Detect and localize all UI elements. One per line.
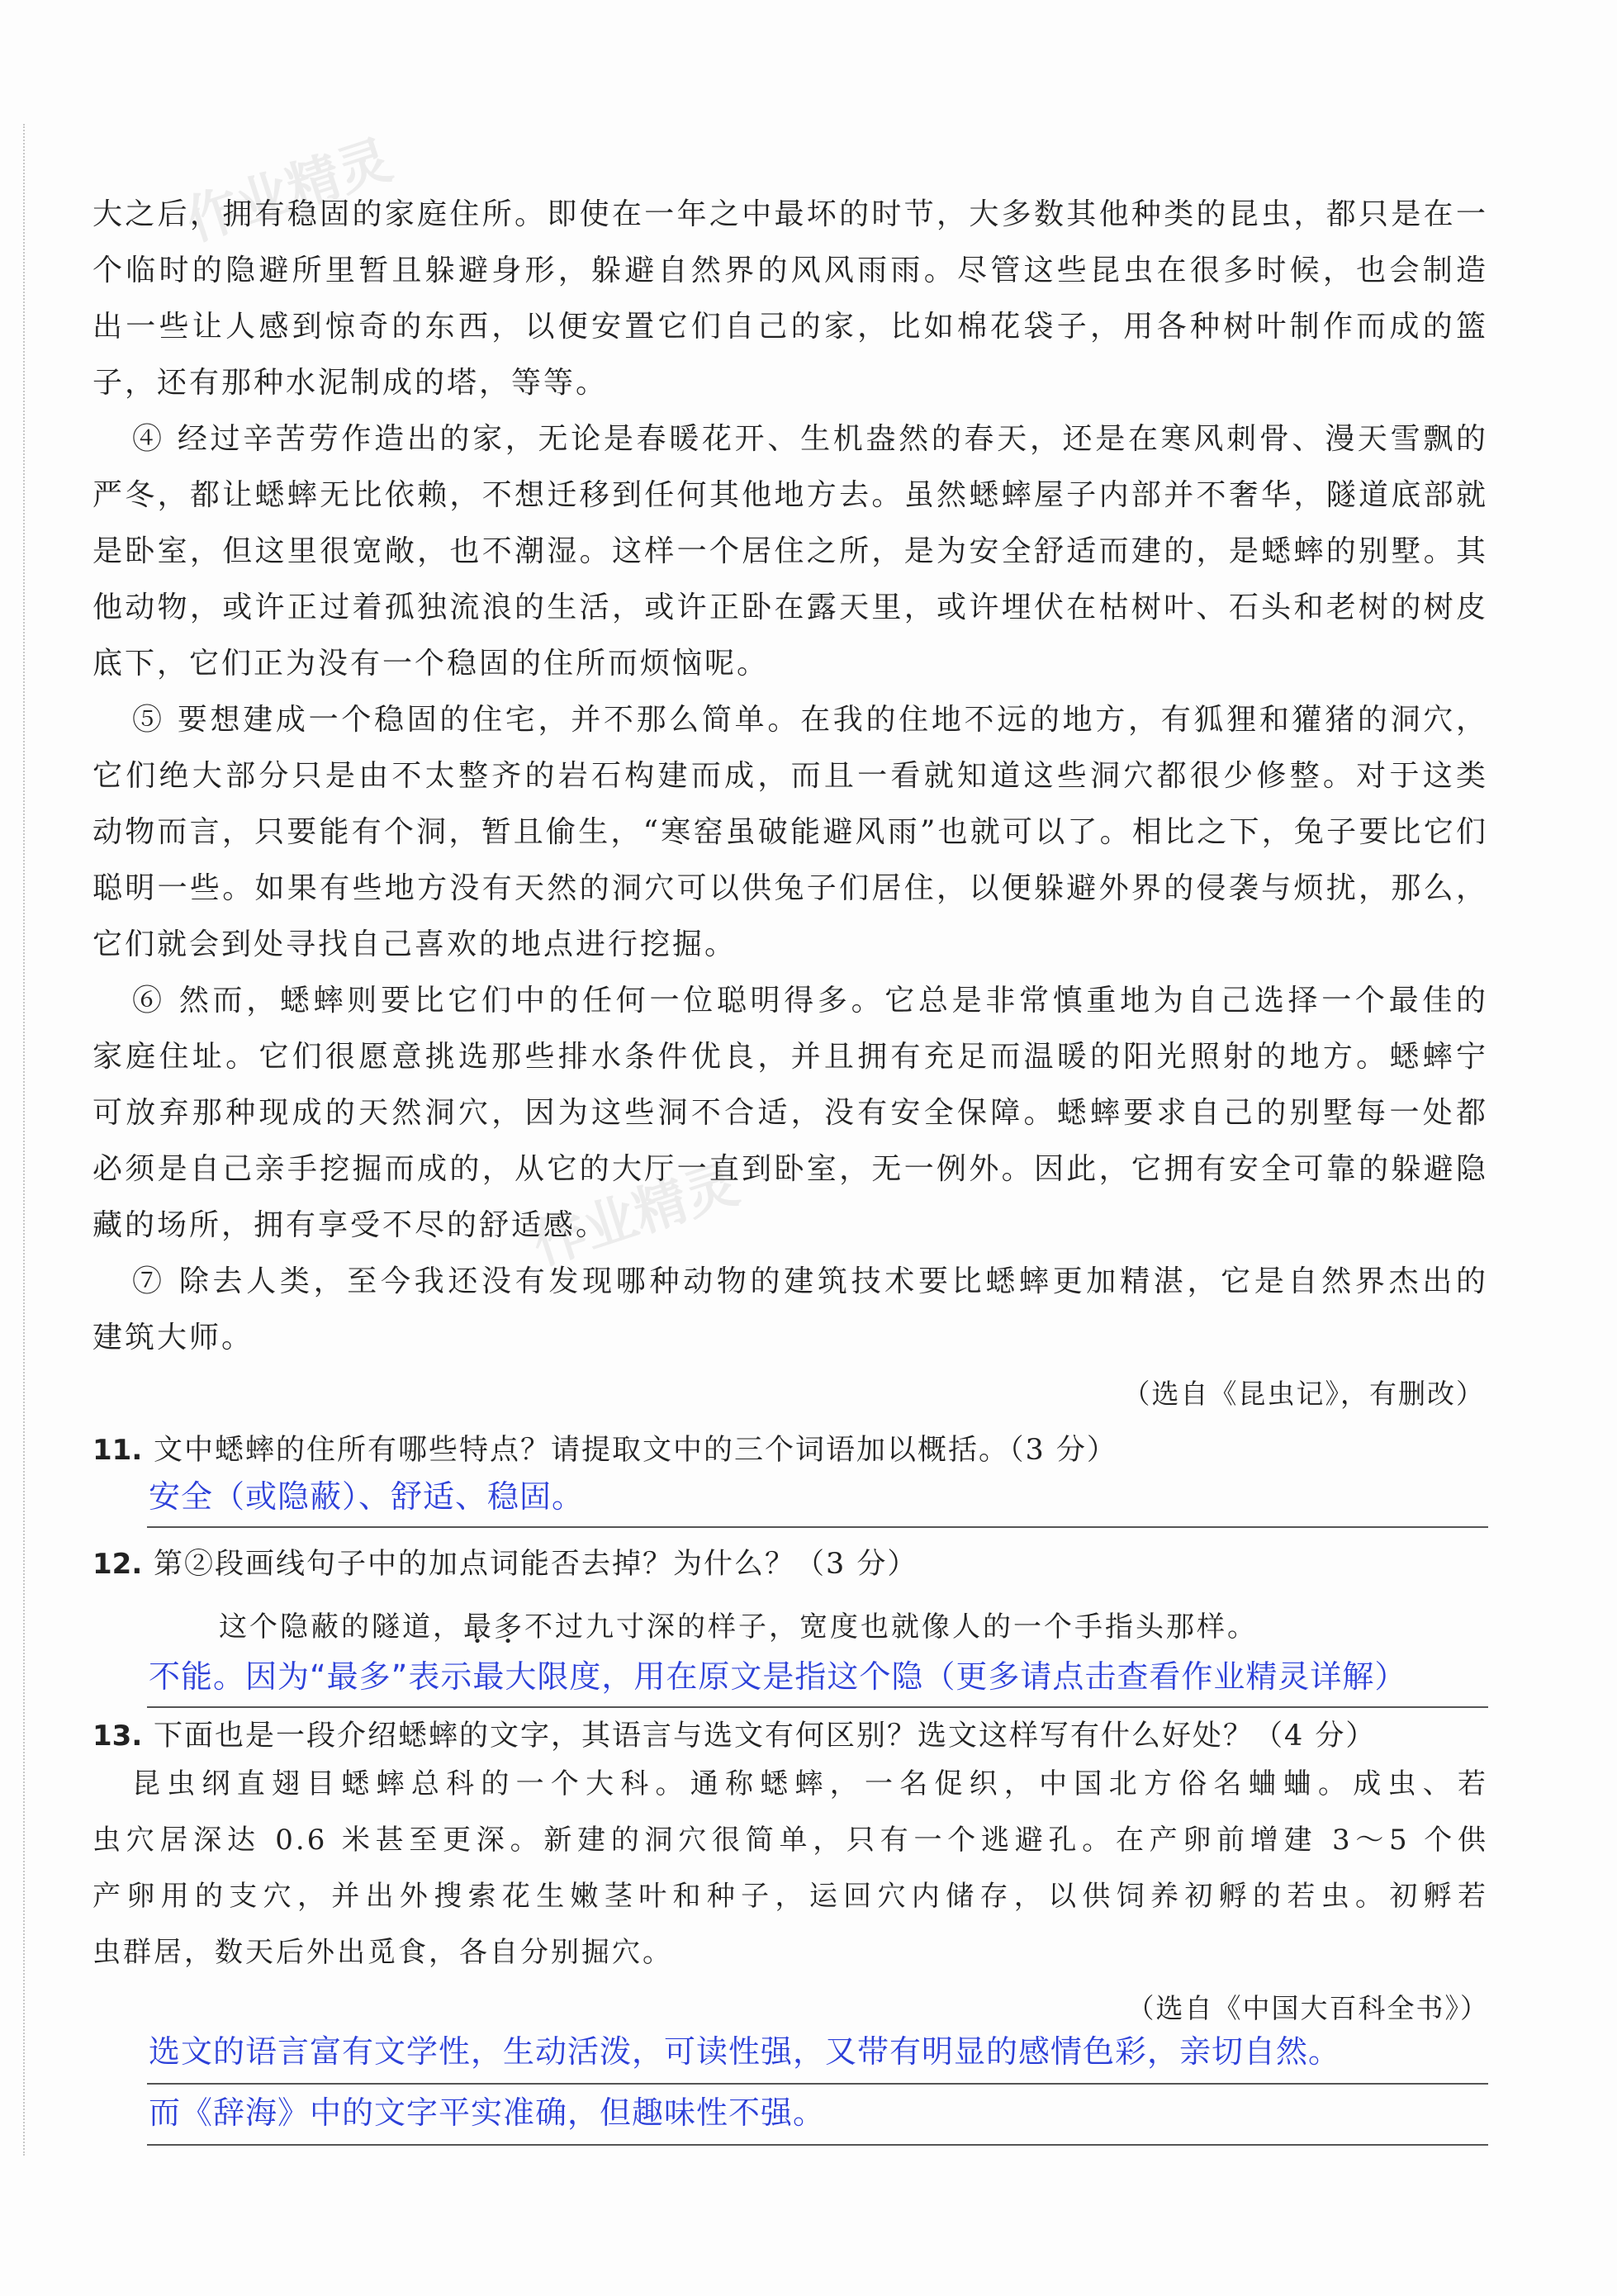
passage-line: 它们绝大部分只是由不太整齐的岩石构建而成，而且一看就知道这些洞穴都很少修整。对于这类 bbox=[92, 759, 1488, 793]
watermark-middle: 作业精灵 bbox=[525, 1153, 747, 1278]
question-11-number: 11. bbox=[92, 1434, 143, 1467]
question-12-number: 12. bbox=[92, 1548, 143, 1581]
answer-rule bbox=[147, 2144, 1488, 2146]
answer-rule bbox=[147, 2083, 1488, 2085]
dotted-word-1: 最 bbox=[463, 1611, 494, 1644]
passage-paragraph-6-start: ⑥ 然而，蟋蟀则要比它们中的任何一位聪明得多。它总是非常慎重地为自己选择一个最佳的 bbox=[132, 984, 1488, 1018]
question-12-quoted-sentence bbox=[219, 1607, 1258, 1647]
answer-rule bbox=[147, 1526, 1488, 1528]
question-12-text: 第②段画线句子中的加点词能否去掉？为什么？（3 分） bbox=[154, 1548, 918, 1581]
quote-suffix: 不过九寸深的样子，宽度也就像人的一个手指头那样。 bbox=[524, 1611, 1258, 1644]
passage-line: 出一些让人感到惊奇的东西，以便安置它们自己的家，比如棉花袋子，用各种树叶制作而成的篮 bbox=[92, 310, 1488, 344]
question-13-source: （选自《中国大百科全书》） bbox=[1126, 1992, 1489, 2024]
quote-prefix: 这个隐蔽的隧道， bbox=[219, 1611, 463, 1644]
passage-line: 个临时的隐避所里暂且躲避身形，躲避自然界的风风雨雨。尽管这些昆虫在很多时候，也会制造 bbox=[92, 254, 1488, 287]
watermark-top: 作业精灵 bbox=[178, 129, 400, 254]
question-13-quote-line: 虫穴居深达 0.6 米甚至更深。新建的洞穴很简单，只有一个逃避孔。在产卵前增建 3～5 个供 bbox=[92, 1824, 1488, 1857]
answer-rule bbox=[147, 1706, 1488, 1708]
passage-line: 底下，它们正为没有一个稳固的住所而烦恼呢。 bbox=[92, 647, 770, 681]
passage-paragraph-7-start: ⑦ 除去人类，至今我还没有发现哪种动物的建筑技术要比蟋蟀更加精湛，它是自然界杰出的 bbox=[132, 1264, 1488, 1298]
question-11-answer: 安全（或隐蔽）、舒适、稳固。 bbox=[149, 1478, 585, 1515]
passage-line: 严冬，都让蟋蟀无比依赖，不想迁移到任何其他地方去。虽然蟋蟀屋子内部并不奢华，隧道底部就 bbox=[92, 478, 1488, 512]
passage-line: 可放弃那种现成的天然洞穴，因为这些洞不合适，没有安全保障。蟋蟀要求自己的别墅每一处都 bbox=[92, 1096, 1488, 1130]
dotted-word-2: 多 bbox=[494, 1611, 524, 1644]
margin-dotted-rule bbox=[23, 124, 25, 2156]
passage-line: 它们就会到处寻找自己喜欢的地点进行挖掘。 bbox=[92, 927, 737, 961]
passage-line: 家庭住址。它们很愿意挑选那些排水条件优良，并且拥有充足而温暖的阳光照射的地方。蟋蟀宁 bbox=[92, 1040, 1488, 1074]
passage-line: 是卧室，但这里很宽敞，也不潮湿。这样一个居住之所，是为安全舒适而建的，是蟋蟀的别墅。其 bbox=[92, 534, 1488, 568]
passage-line: 动物而言，只要能有个洞，暂且偷生，“寒窑虽破能避风雨”也就可以了。相比之下，兔子要比它们 bbox=[92, 815, 1488, 849]
passage-source: （选自《昆虫记》，有删改） bbox=[1122, 1378, 1485, 1410]
passage-line: 必须是自己亲手挖掘而成的，从它的大厅一直到卧室，无一例外。因此，它拥有安全可靠的躲避隐 bbox=[92, 1152, 1488, 1186]
question-13-text: 下面也是一段介绍蟋蟀的文字，其语言与选文有何区别？选文这样写有什么好处？（4 分） bbox=[154, 1720, 1377, 1753]
passage-line: 藏的场所，拥有享受不尽的舒适感。 bbox=[92, 1208, 609, 1242]
passage-line: 聪明一些。如果有些地方没有天然的洞穴可以供兔子们居住，以便躲避外界的侵袭与烦扰，那么， bbox=[92, 871, 1488, 905]
question-11-text: 文中蟋蟀的住所有哪些特点？请提取文中的三个词语加以概括。（3 分） bbox=[154, 1434, 1117, 1467]
passage-line: 大之后，拥有稳固的家庭住所。即使在一年之中最坏的时节，大多数其他种类的昆虫，都只是在一 bbox=[92, 197, 1488, 231]
question-13-quote-line: 产卵用的支穴，并出外搜索花生嫩茎叶和种子，运回穴内储存，以供饲养初孵的若虫。初孵若 bbox=[92, 1880, 1488, 1913]
question-12-answer[interactable]: 不能。因为“最多”表示最大限度，用在原文是指这个隐（更多请点击查看作业精灵详解） bbox=[149, 1658, 1407, 1695]
passage-line: 他动物，或许正过着孤独流浪的生活，或许正卧在露天里，或许埋伏在枯树叶、石头和老树的树皮 bbox=[92, 591, 1488, 624]
question-13-number: 13. bbox=[92, 1720, 143, 1753]
question-13-answer-line-2: 而《辞海》中的文字平实准确，但趣味性不强。 bbox=[149, 2094, 826, 2131]
passage-line: 子，还有那种水泥制成的塔，等等。 bbox=[92, 366, 609, 400]
question-13-quote-line: 虫群居，数天后外出觅食，各自分别掘穴。 bbox=[92, 1936, 673, 1969]
passage-line: 建筑大师。 bbox=[92, 1321, 254, 1354]
question-13-answer-line-1: 选文的语言富有文学性，生动活泼，可读性强，又带有明显的感情色彩，亲切自然。 bbox=[149, 2033, 1341, 2070]
passage-paragraph-5-start: ⑤ 要想建成一个稳固的住宅，并不那么简单。在我的住地不远的地方，有狐狸和獾猪的洞穴， bbox=[132, 703, 1488, 737]
passage-paragraph-4-start: ④ 经过辛苦劳作造出的家，无论是春暖花开、生机盎然的春天，还是在寒风刺骨、漫天雪飘的 bbox=[132, 422, 1488, 456]
question-13-quote-line: 昆虫纲直翅目蟋蟀总科的一个大科。通称蟋蟀，一名促织，中国北方俗名蛐蛐。成虫、若 bbox=[132, 1767, 1488, 1800]
